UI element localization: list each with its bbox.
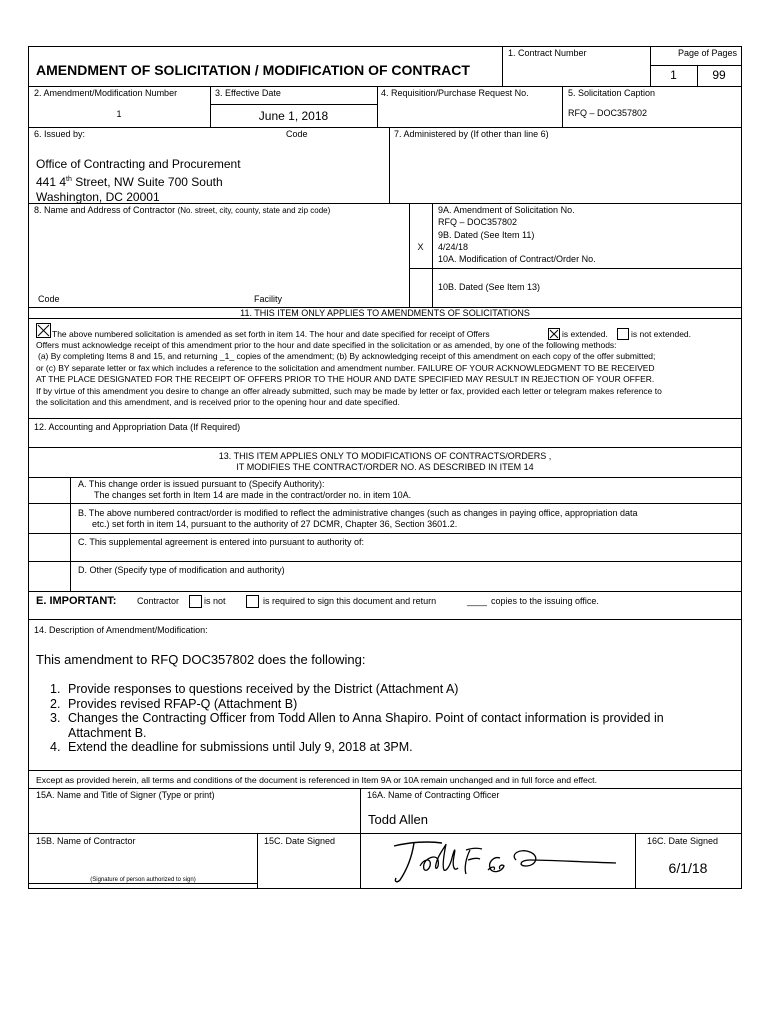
checked-x-icon [549,329,559,339]
page-number: 1 [670,68,677,82]
contractor-name-label: 15B. Name of Contractor [36,836,136,846]
address-line-2: 441 4th Street, NW Suite 700 South [36,175,223,189]
item-11-line-6: If by virtue of this amendment you desire to change an offer already submitted, such may be made by letter or fax, provided each letter or telegram makes reference to [36,386,662,396]
solicitation-caption-value: RFQ – DOC357802 [568,108,648,118]
facility-label: Facility [254,294,283,304]
item-13b-line-2: etc.) set forth in item 14, pursuant to the authority of 27 DCMR, Chapter 36, Section 3601.2. [92,519,458,529]
contractor-is-not-checkbox[interactable] [189,595,202,608]
total-pages: 99 [712,68,726,82]
form-title: AMENDMENT OF SOLICITATION / MODIFICATION OF CONTRACT [36,62,470,78]
is-not-extended-checkbox[interactable] [617,328,629,340]
item-13-heading-1: 13. THIS ITEM APPLIES ONLY TO MODIFICATIONS OF CONTRACTS/ORDERS , [218,451,552,461]
contractor-address-label: 8. Name and Address of Contractor (No. street, city, county, state and zip code) [34,205,331,215]
administered-by-label: 7. Administered by (If other than line 6) [394,129,549,139]
item-11-line-4: or (c) BY separate letter or fax which includes a reference to the solicitation and amendment number. FAILURE OF YOUR ACKNOWLEDGMENT TO BE RECEIVED [36,363,655,373]
contracting-officer-signature [380,836,630,886]
modification-order-label: 10A. Modification of Contract/Order No. [438,254,596,264]
issued-code-label: Code [286,129,308,139]
is-extended-label: is extended. [562,329,608,339]
contractor-date-signed-label: 15C. Date Signed [264,836,336,846]
copies-blank[interactable]: ____ [467,596,488,606]
solicitation-caption-label: 5. Solicitation Caption [568,88,656,98]
description-intro: This amendment to RFQ DOC357802 does the following: [36,652,366,667]
contracting-officer-name: Todd Allen [368,812,428,827]
important-label: E. IMPORTANT: [36,595,117,607]
amendment-solicitation-label: 9A. Amendment of Solicitation No. [438,205,575,215]
item-13d-label: D. Other (Specify type of modification and authority) [78,565,285,575]
list-item: Attachment B. [68,725,147,740]
effective-date-label: 3. Effective Date [215,88,281,98]
item-11-line-3: (a) By completing Items 8 and 15, and returning _1_ copies of the amendment; (b) By acknowledging receipt of this amendment on each copy of the offer submitted; [38,351,656,361]
officer-date-signed-label: 16C. Date Signed [647,836,719,846]
except-statement: Except as provided herein, all terms and conditions of the document is referenced in Item 9A or 10A remain unchanged and in full force and effect. [36,775,597,785]
item-11-line-1: The above numbered solicitation is amended as set forth in item 14. The hour and date specified for receipt of Offers [52,329,490,339]
requisition-label: 4. Requisition/Purchase Request No. [381,88,529,98]
item-13-heading-2: IT MODIFIES THE CONTRACT/ORDER NO. AS DESCRIBED IN ITEM 14 [236,462,534,472]
contracting-officer-label: 16A. Name of Contracting Officer [367,790,500,800]
list-item: 2. Provides revised RFAP-Q (Attachment B) [50,696,298,711]
amendment-solicitation-value: RFQ – DOC357802 [438,217,518,227]
amendment-number-value: 1 [116,109,122,119]
contractor-is-required-checkbox[interactable] [246,595,259,608]
item-11-line-2: Offers must acknowledge receipt of this amendment prior to the hour and date specified in the solicitation or as amended, by one of the following methods: [36,340,617,350]
is-required-label: is required to sign this document and return [263,596,437,606]
address-line-3: Washington, DC 20001 [36,190,160,204]
checked-x-icon [37,324,50,337]
description-label: 14. Description of Amendment/Modification: [34,625,208,635]
list-item: 4. Extend the deadline for submissions until July 9, 2018 at 3PM. [50,740,413,755]
important-contractor-text: Contractor [137,596,180,606]
list-item: 3. Changes the Contracting Officer from Todd Allen to Anna Shapiro. Point of contact information is provided in [50,711,664,726]
item-13a-line-1: A. This change order is issued pursuant to (Specify Authority): [78,479,325,489]
item-11-line-7: the solicitation and this amendment, and is received prior to the opening hour and date specified. [36,397,400,407]
item-13a-line-2: The changes set forth in Item 14 are made in the contract/order no. in item 10A. [94,490,412,500]
is-not-extended-label: is not extended. [631,329,692,339]
item-11-line-5: AT THE PLACE DESIGNATED FOR THE RECEIPT OF OFFERS PRIOR TO THE HOUR AND DATE SPECIFIED MAY RESULT IN REJECTION OF YOUR OFFER. [36,374,655,384]
item-11-heading: 11. THIS ITEM ONLY APPLIES TO AMENDMENTS OF SOLICITATIONS [240,308,530,318]
amendment-number-label: 2. Amendment/Modification Number [34,88,178,98]
dated-10b-label: 10B. Dated (See Item 13) [438,282,541,292]
address-line-1: Office of Contracting and Procurement [36,157,241,171]
is-not-label: is not [204,596,226,606]
signer-name-label: 15A. Name and Title of Signer (Type or print) [36,790,215,800]
page-of-pages-label: Page of Pages [678,48,738,58]
solicitation-amended-checkbox[interactable] [36,323,51,338]
is-extended-checkbox[interactable] [548,328,560,340]
dated-9b-label: 9B. Dated (See Item 11) [438,230,535,240]
description-list [50,682,664,755]
amendment-selection-mark: X [417,242,424,252]
copies-label: copies to the issuing office. [491,596,599,606]
contract-number-label: 1. Contract Number [508,48,587,58]
accounting-data-label: 12. Accounting and Appropriation Data (If Required) [34,422,241,432]
issuing-office-address [36,157,241,205]
issued-by-label: 6. Issued by: [34,129,86,139]
item-13c-label: C. This supplemental agreement is entered into pursuant to authority of: [78,537,364,547]
list-item: 1. Provide responses to questions received by the District (Attachment A) [50,682,459,696]
officer-date-signed-value: 6/1/18 [668,860,708,876]
item-13b-line-1: B. The above numbered contract/order is modified to reflect the administrative changes (such as changes in paying office, appropriation data [78,508,638,518]
contractor-code-label: Code [38,294,60,304]
dated-9b-value: 4/24/18 [438,242,469,252]
signature-caption: (Signature of person authorized to sign) [90,877,196,883]
effective-date-value: June 1, 2018 [258,109,329,123]
